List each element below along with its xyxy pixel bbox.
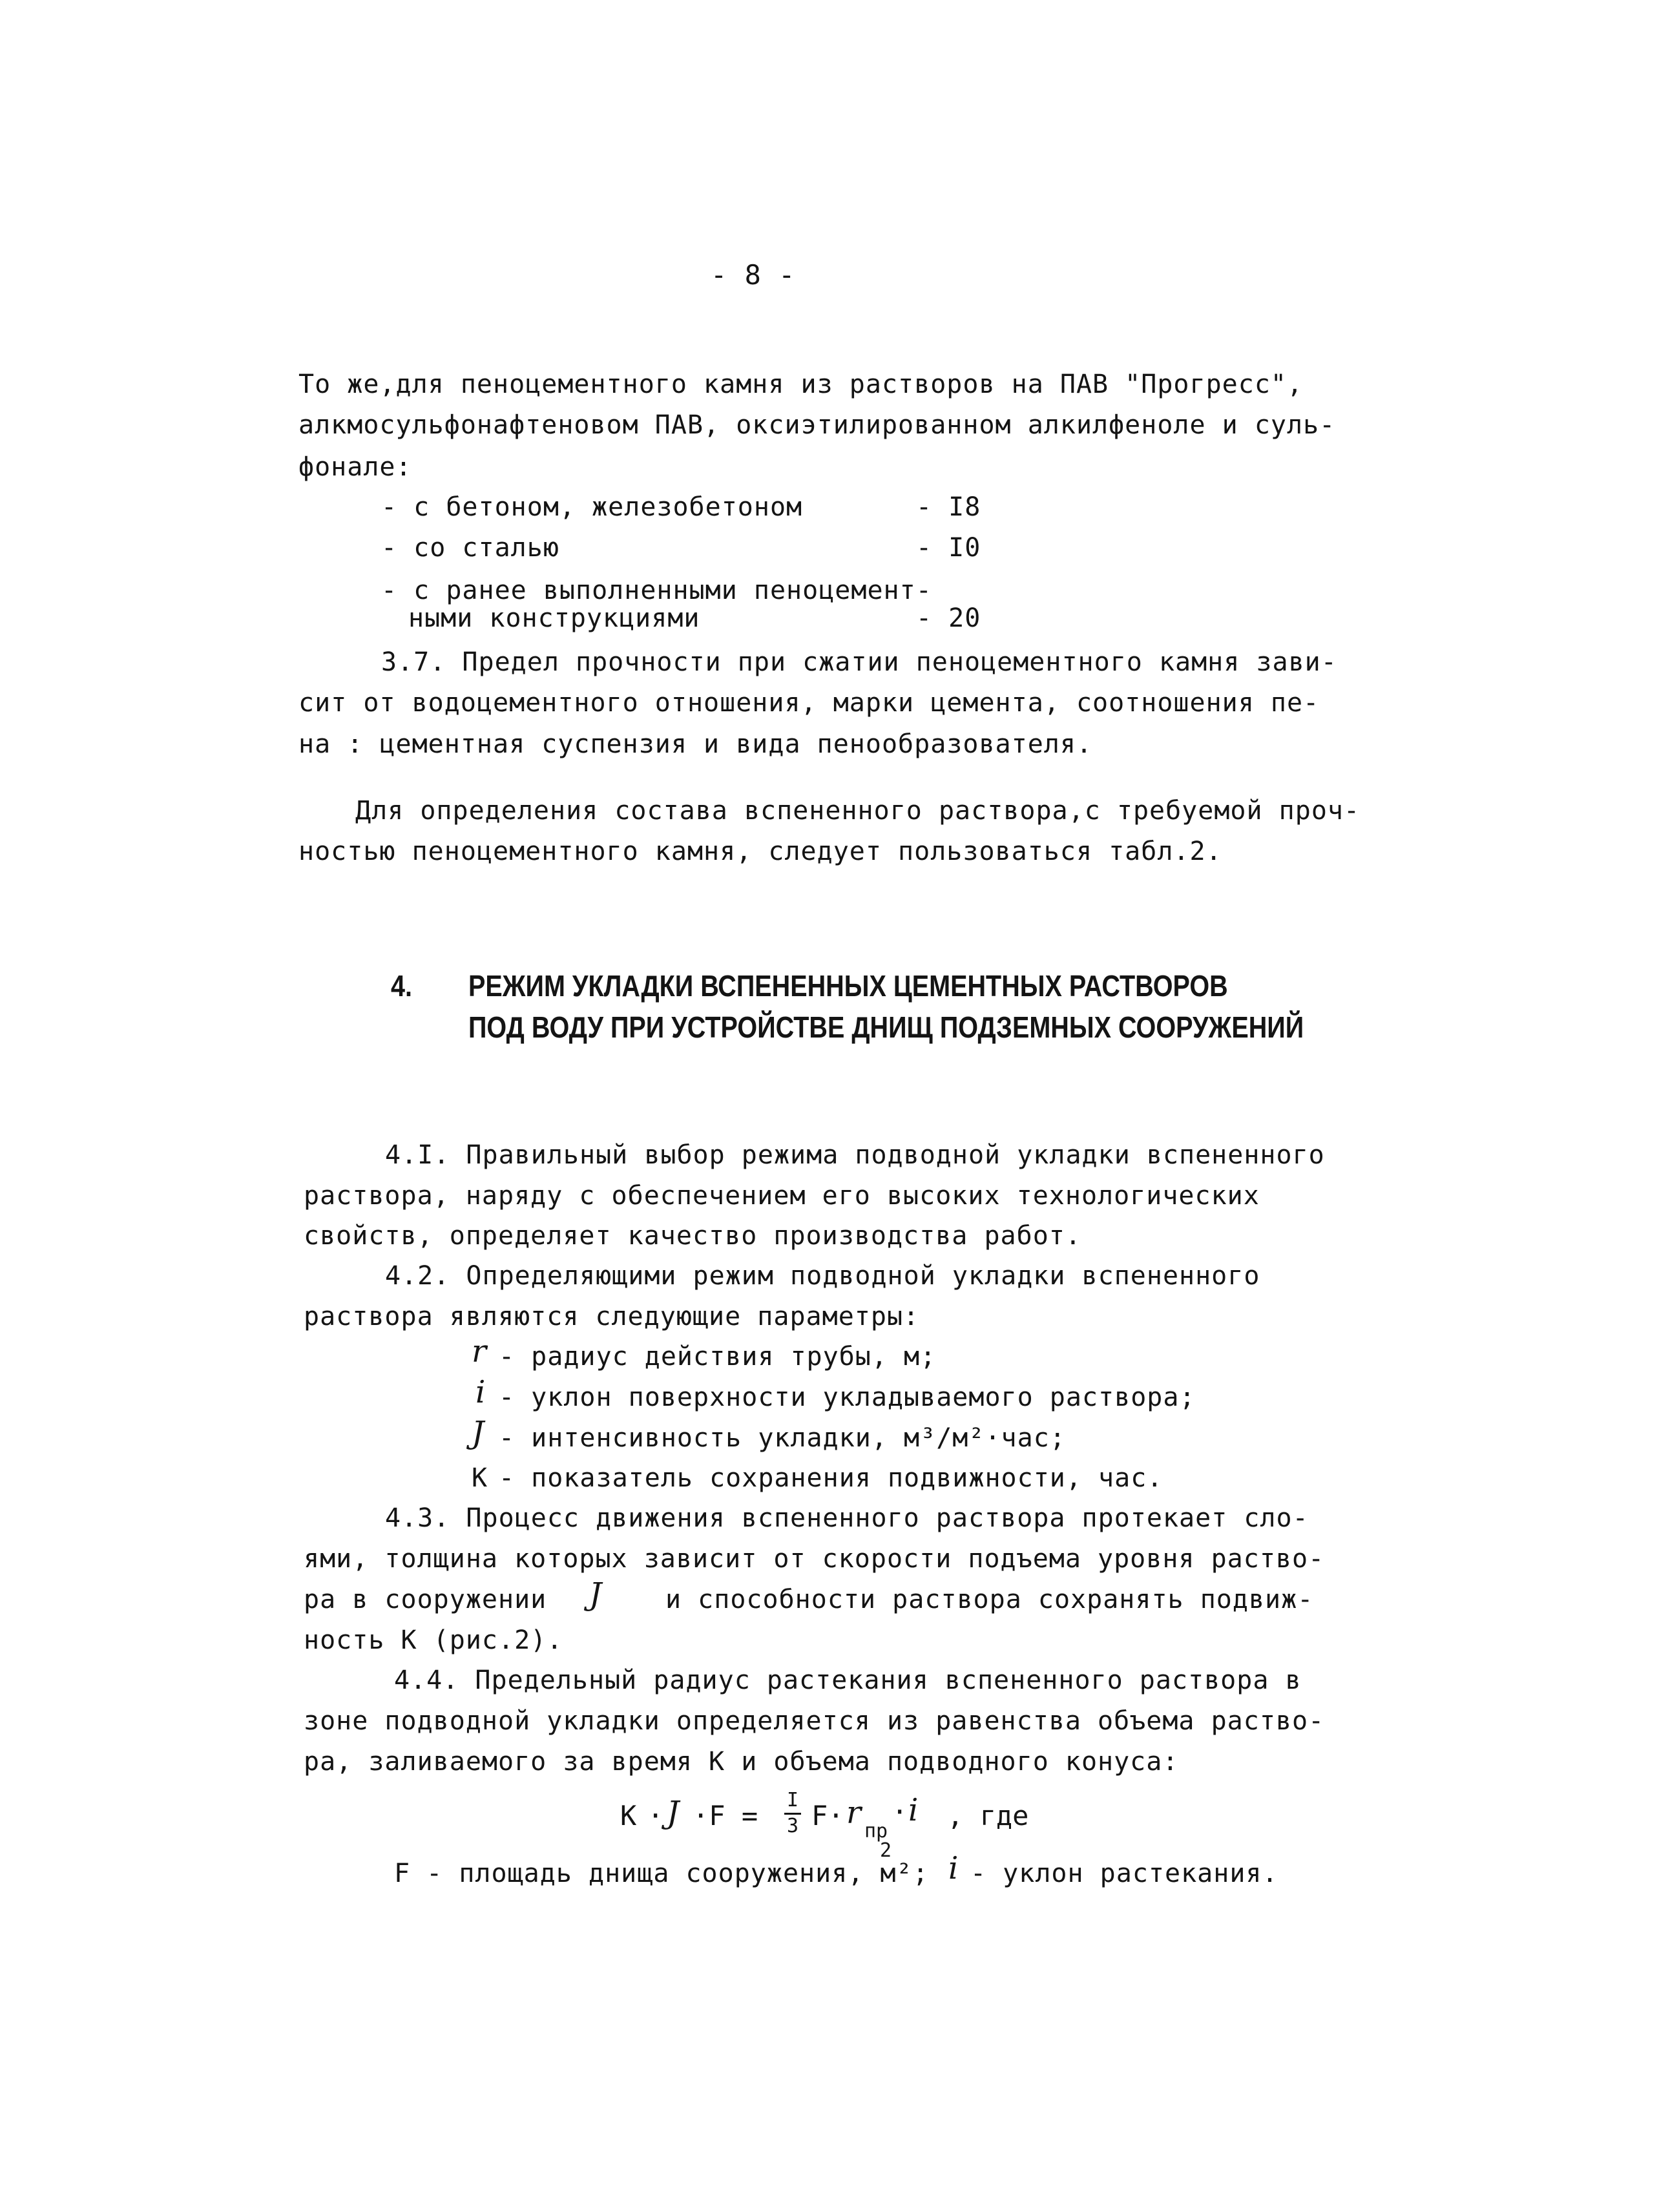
list-item-value: - 20 — [916, 603, 981, 633]
table-reference-line: ностью пеноцементного камня, следует пользоваться табл.2. — [298, 837, 1222, 866]
parameter-symbol: J — [472, 1415, 485, 1451]
formula-i: i — [908, 1792, 919, 1828]
formula-note: F - площадь днища сооружения, м²; — [394, 1859, 929, 1888]
section-title-line-1: РЕЖИМ УКЛАДКИ ВСПЕНЕННЫХ ЦЕМЕНТНЫХ РАСТВОРОВ — [468, 969, 1228, 1003]
formula-f-equals: ·F = — [693, 1800, 758, 1831]
section-title-line-2: ПОД ВОДУ ПРИ УСТРОЙСТВЕ ДНИЩ ПОДЗЕМНЫХ СООРУЖЕНИЙ — [468, 1010, 1304, 1044]
formula-r: r — [846, 1795, 861, 1831]
list-item-label: - со сталью — [381, 533, 559, 563]
paragraph-3-7-line: на : цементная суспензия и вида пенообразователя. — [298, 729, 1093, 759]
paragraph-4-1-line: раствора, наряду с обеспечением его высоких технологических — [304, 1181, 1260, 1211]
slope-symbol: i — [948, 1850, 959, 1886]
intro-line-2: алкмосульфонафтеновом ПАВ, оксиэтилированном алкилфеноле и суль- — [298, 410, 1336, 440]
list-item-label: - с ранее выполненными пеноцемент- — [381, 576, 932, 605]
paragraph-4-3-line: и способности раствора сохранять подвиж- — [665, 1585, 1314, 1614]
paragraph-4-3-line: ра в сооружении — [304, 1585, 547, 1614]
list-item-label: - с бетоном, железобетоном — [381, 492, 803, 522]
formula-dot: · — [647, 1800, 664, 1831]
paragraph-4-4-line: зоне подводной укладки определяется из равенства объема раство- — [304, 1706, 1325, 1736]
parameter-description: - интенсивность укладки, м³/м²·час; — [499, 1423, 1066, 1453]
formula-note-end: - уклон растекания. — [970, 1859, 1278, 1888]
formula-subscript-2: 2 — [880, 1839, 892, 1862]
formula-fraction-numerator: I — [787, 1789, 799, 1811]
parameter-symbol: К — [472, 1463, 488, 1493]
list-item-value: - I8 — [916, 492, 981, 522]
paragraph-4-3-line: ность К (рис.2). — [304, 1625, 563, 1655]
paragraph-4-1-line: свойств, определяет качество производства работ. — [304, 1221, 1081, 1251]
paragraph-4-1-line: 4.I. Правильный выбор режима подводной укладки вспененного — [385, 1140, 1325, 1170]
table-reference-line: Для определения состава вспененного раствора,с требуемой проч- — [355, 796, 1361, 826]
intro-line-1: То же,для пеноцементного камня из растворов на ПАВ "Прогресс", — [298, 370, 1304, 399]
paragraph-4-2-line: раствора являются следующие параметры: — [304, 1302, 920, 1331]
parameter-description: - уклон поверхности укладываемого раствора; — [499, 1382, 1196, 1412]
list-item-label: ными конструкциями — [408, 603, 700, 633]
formula-k: К — [620, 1800, 637, 1831]
paragraph-3-7-line: сит от водоцементного отношения, марки цемента, соотношения пе- — [298, 688, 1320, 718]
formula-where: , где — [947, 1800, 1029, 1831]
list-item-value: - I0 — [916, 533, 981, 563]
paragraph-4-3-line: 4.3. Процесс движения вспененного раствора протекает сло- — [385, 1503, 1309, 1533]
radius-formula — [620, 1789, 1072, 1867]
page-number: - 8 - — [711, 259, 796, 291]
formula-j: J — [667, 1795, 680, 1831]
parameter-symbol: r — [472, 1333, 486, 1370]
paragraph-4-4-line: 4.4. Предельный радиус растекания вспененного раствора в — [394, 1665, 1302, 1695]
parameter-description: - показатель сохранения подвижности, час. — [499, 1463, 1163, 1493]
parameter-description: - радиус действия трубы, м; — [499, 1342, 937, 1372]
section-number: 4. — [391, 969, 413, 1003]
formula-f: F· — [811, 1800, 844, 1831]
intro-line-3: фонале: — [298, 452, 412, 482]
paragraph-4-4-line: ра, заливаемого за время К и объема подводного конуса: — [304, 1747, 1179, 1777]
paragraph-4-3-line: ями, толщина которых зависит от скорости подъема уровня раство- — [304, 1544, 1325, 1574]
parameter-symbol: i — [475, 1374, 486, 1410]
intensity-symbol: J — [589, 1576, 602, 1612]
formula-subscript: пр — [864, 1820, 888, 1842]
paragraph-3-7-line: 3.7. Предел прочности при сжатии пеноцементного камня зави- — [381, 647, 1337, 677]
formula-fraction-denominator: 3 — [787, 1815, 799, 1837]
formula-dot: · — [892, 1796, 908, 1828]
paragraph-4-2-line: 4.2. Определяющими режим подводной укладки вспененного — [385, 1261, 1260, 1291]
